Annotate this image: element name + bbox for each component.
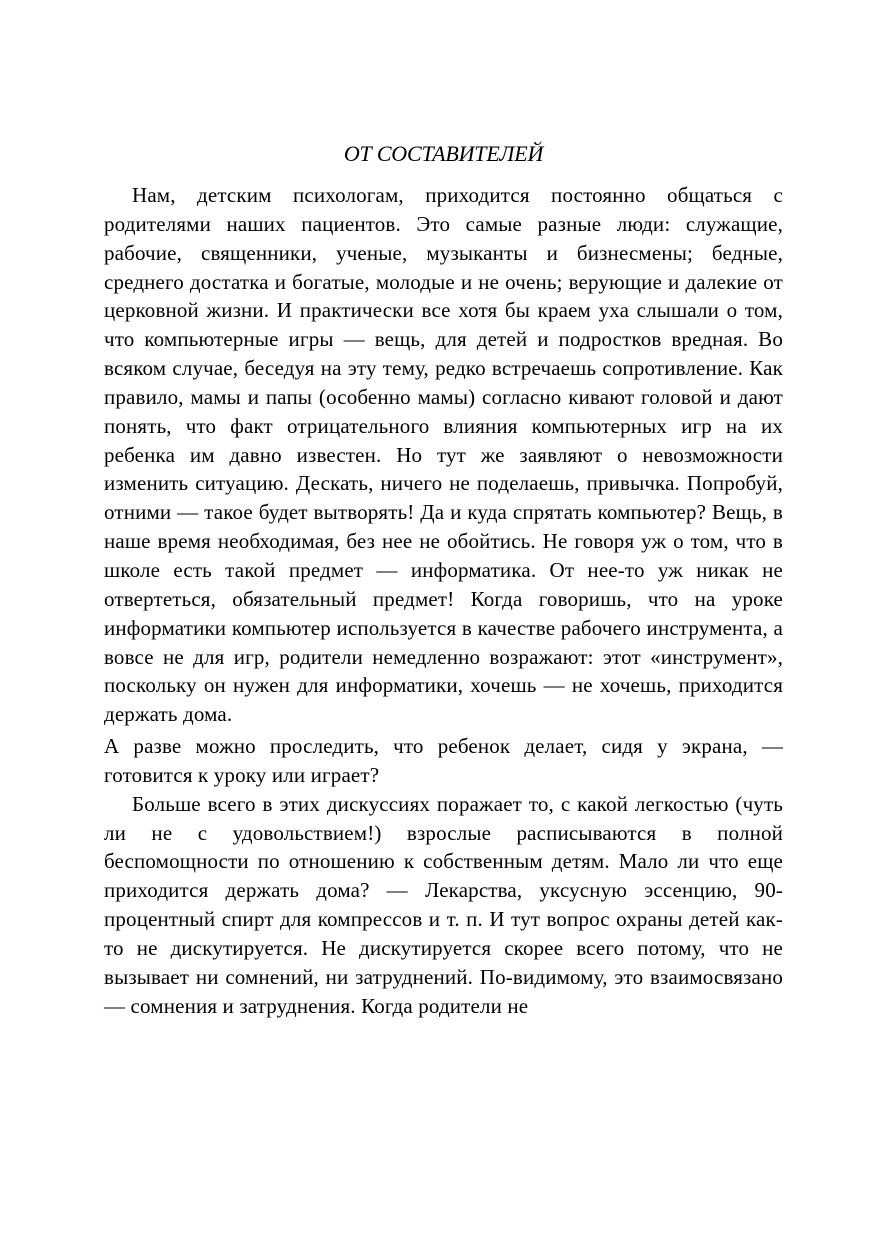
paragraph-2: А разве можно проследить, что ребенок делает, сидя у экрана, — готовится к уроку или играет? [104,734,783,787]
paragraph-1: Нам, детским психологам, приходится постоянно общаться с родителями наших пациентов. Это самые разные люди: служащие, рабочие, священники, ученые, музыканты и бизнесмены; бедные, среднего достатка и богатые, молодые и не очень; верующие и далекие от церковной жизни. И практически все хотя бы краем уха слышали о том, что компьютерные игры — вещь, для детей и подростков вредная. Во всяком случае, беседуя на эту тему, редко встречаешь сопротивление. Как правило, мамы и папы (особенно мамы) согласно кивают головой и дают понять, что факт отрицательного влияния компьютерных игр на их ребенка им давно известен. Но тут же заявляют о невозможности изменить ситуацию. Дескать, ничего не поделаешь, привычка. Попробуй, отними — такое будет вытворять! Да и куда спрятать компьютер? Вещь, в наше время необходимая, без нее не обойтись. Не говоря уж о том, что в школе есть такой предмет — информатика. От нее-то уж никак не отвертеться, обязательный предмет! Когда говоришь, что на уроке информатики компьютер используется в качестве рабочего инструмента, а вовсе не для игр, родители немедленно возражают: этот «инструмент», поскольку он нужен для информатики, хочешь — не хочешь, приходится держать дома. [104,183,783,727]
chapter-title: ОТ СОСТАВИТЕЛЕЙ [343,141,544,166]
paragraph-3: Больше всего в этих дискуссиях поражает то, с какой легкостью (чуть ли не с удовольствием!) взрослые расписываются в полной беспомощности по отношению к собственным детям. Мало ли что еще приходится держать дома? — Лекарства, уксусную эссенцию, 90-процентный спирт для компрессов и т. п. И тут вопрос охраны детей как-то не дискутируется. Не дискутируется скорее всего потому, что не вызывает ни сомнений, ни затруднений. По-видимому, это взаимосвязано — сомнения и затруднения. Когда родители не [104,791,783,1018]
chapter-body [104,181,783,1020]
